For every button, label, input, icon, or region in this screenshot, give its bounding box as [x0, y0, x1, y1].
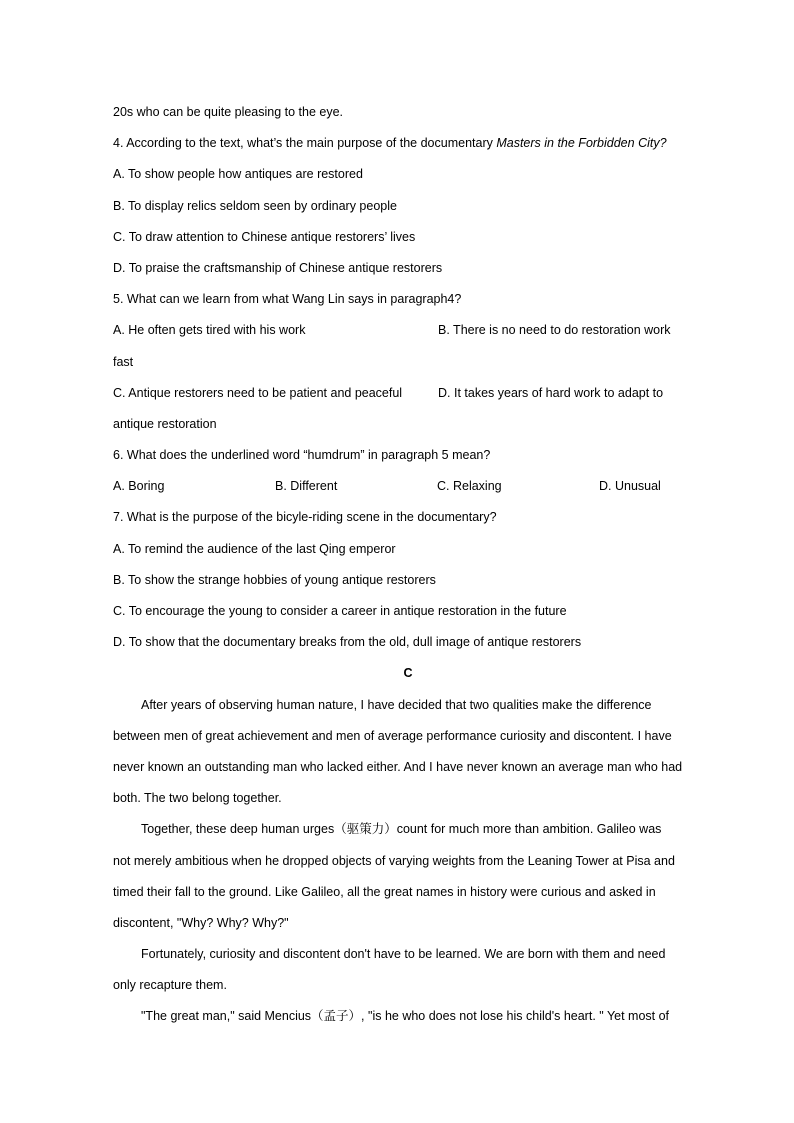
question-4-option-b: B. To display relics seldom seen by ordinary people — [113, 198, 397, 213]
question-5: 5. What can we learn from what Wang Lin says in paragraph4? — [113, 292, 462, 307]
question-6-options — [113, 475, 703, 506]
question-5-option-d: D. It takes years of hard work to adapt to — [438, 385, 664, 400]
page-content — [113, 101, 703, 1037]
question-7-option-b: B. To show the strange hobbies of young antique restorers — [113, 572, 436, 587]
question-4-text: 4. According to the text, what’s the main purpose of the documentary — [113, 136, 497, 151]
section-heading: C — [403, 666, 413, 681]
question-5-options-row-1 — [113, 319, 703, 350]
question-5-option-b: B. There is no need to do restoration work — [438, 323, 671, 338]
question-4-option-a: A. To show people how antiques are restored — [113, 167, 363, 182]
passage-line: 20s who can be quite pleasing to the eye. — [113, 105, 344, 119]
question-7-option-c: C. To encourage the young to consider a career in antique restoration in the future — [113, 604, 567, 618]
question-6-option-d: D. Unusual — [599, 479, 661, 494]
paragraph-1-line: After years of observing human nature, I have decided that two qualities make the difference — [141, 697, 652, 712]
question-6-option-a: A. Boring — [113, 479, 165, 494]
question-5-option-c: C. Antique restorers need to be patient and peaceful — [113, 385, 403, 400]
paragraph-2-line: timed their fall to the ground. Like Galileo, all the great names in history were curious and asked in — [113, 884, 656, 899]
question-4 — [113, 132, 703, 163]
question-6: 6. What does the underlined word “humdrum” in paragraph 5 mean? — [113, 448, 491, 463]
question-7: 7. What is the purpose of the bicyle-riding scene in the documentary? — [113, 510, 497, 525]
paragraph-3-line: Fortunately, curiosity and discontent don't have to be learned. We are born with them and need — [141, 947, 666, 962]
question-6-option-b: B. Different — [275, 479, 338, 494]
paragraph-3-line: only recapture them. — [113, 978, 227, 993]
question-4-option-c: C. To draw attention to Chinese antique restorers’ lives — [113, 229, 416, 244]
question-7-option-a: A. To remind the audience of the last Qing emperor — [113, 541, 396, 556]
question-7-option-d: D. To show that the documentary breaks from the old, dull image of antique restorers — [113, 635, 582, 650]
paragraph-2-line: discontent, "Why? Why? Why?" — [113, 915, 289, 930]
question-6-option-c: C. Relaxing — [437, 479, 502, 494]
documentary-title: Masters in the Forbidden City? — [496, 136, 667, 151]
question-5-option-d-continued: antique restoration — [113, 416, 217, 431]
paragraph-2-line: Together, these deep human urges（驱策力）count for much more than ambition. Galileo was — [141, 822, 662, 837]
paragraph-1-line: between men of great achievement and men of average performance curiosity and discontent. I have — [113, 728, 672, 743]
question-5-option-b-continued: fast — [113, 354, 134, 369]
paragraph-2-line: not merely ambitious when he dropped objects of varying weights from the Leaning Tower at Pisa and — [113, 853, 675, 868]
question-5-options-row-2 — [113, 382, 703, 413]
paragraph-4-line: "The great man," said Mencius（孟子）, "is he who does not lose his child's heart. " Yet most of — [141, 1009, 670, 1024]
paragraph-1-line: never known an outstanding man who lacked either. And I have never known an average man who had — [113, 759, 683, 774]
question-4-option-d: D. To praise the craftsmanship of Chinese antique restorers — [113, 260, 443, 275]
question-5-option-a: A. He often gets tired with his work — [113, 323, 306, 338]
paragraph-1-line: both. The two belong together. — [113, 791, 282, 806]
